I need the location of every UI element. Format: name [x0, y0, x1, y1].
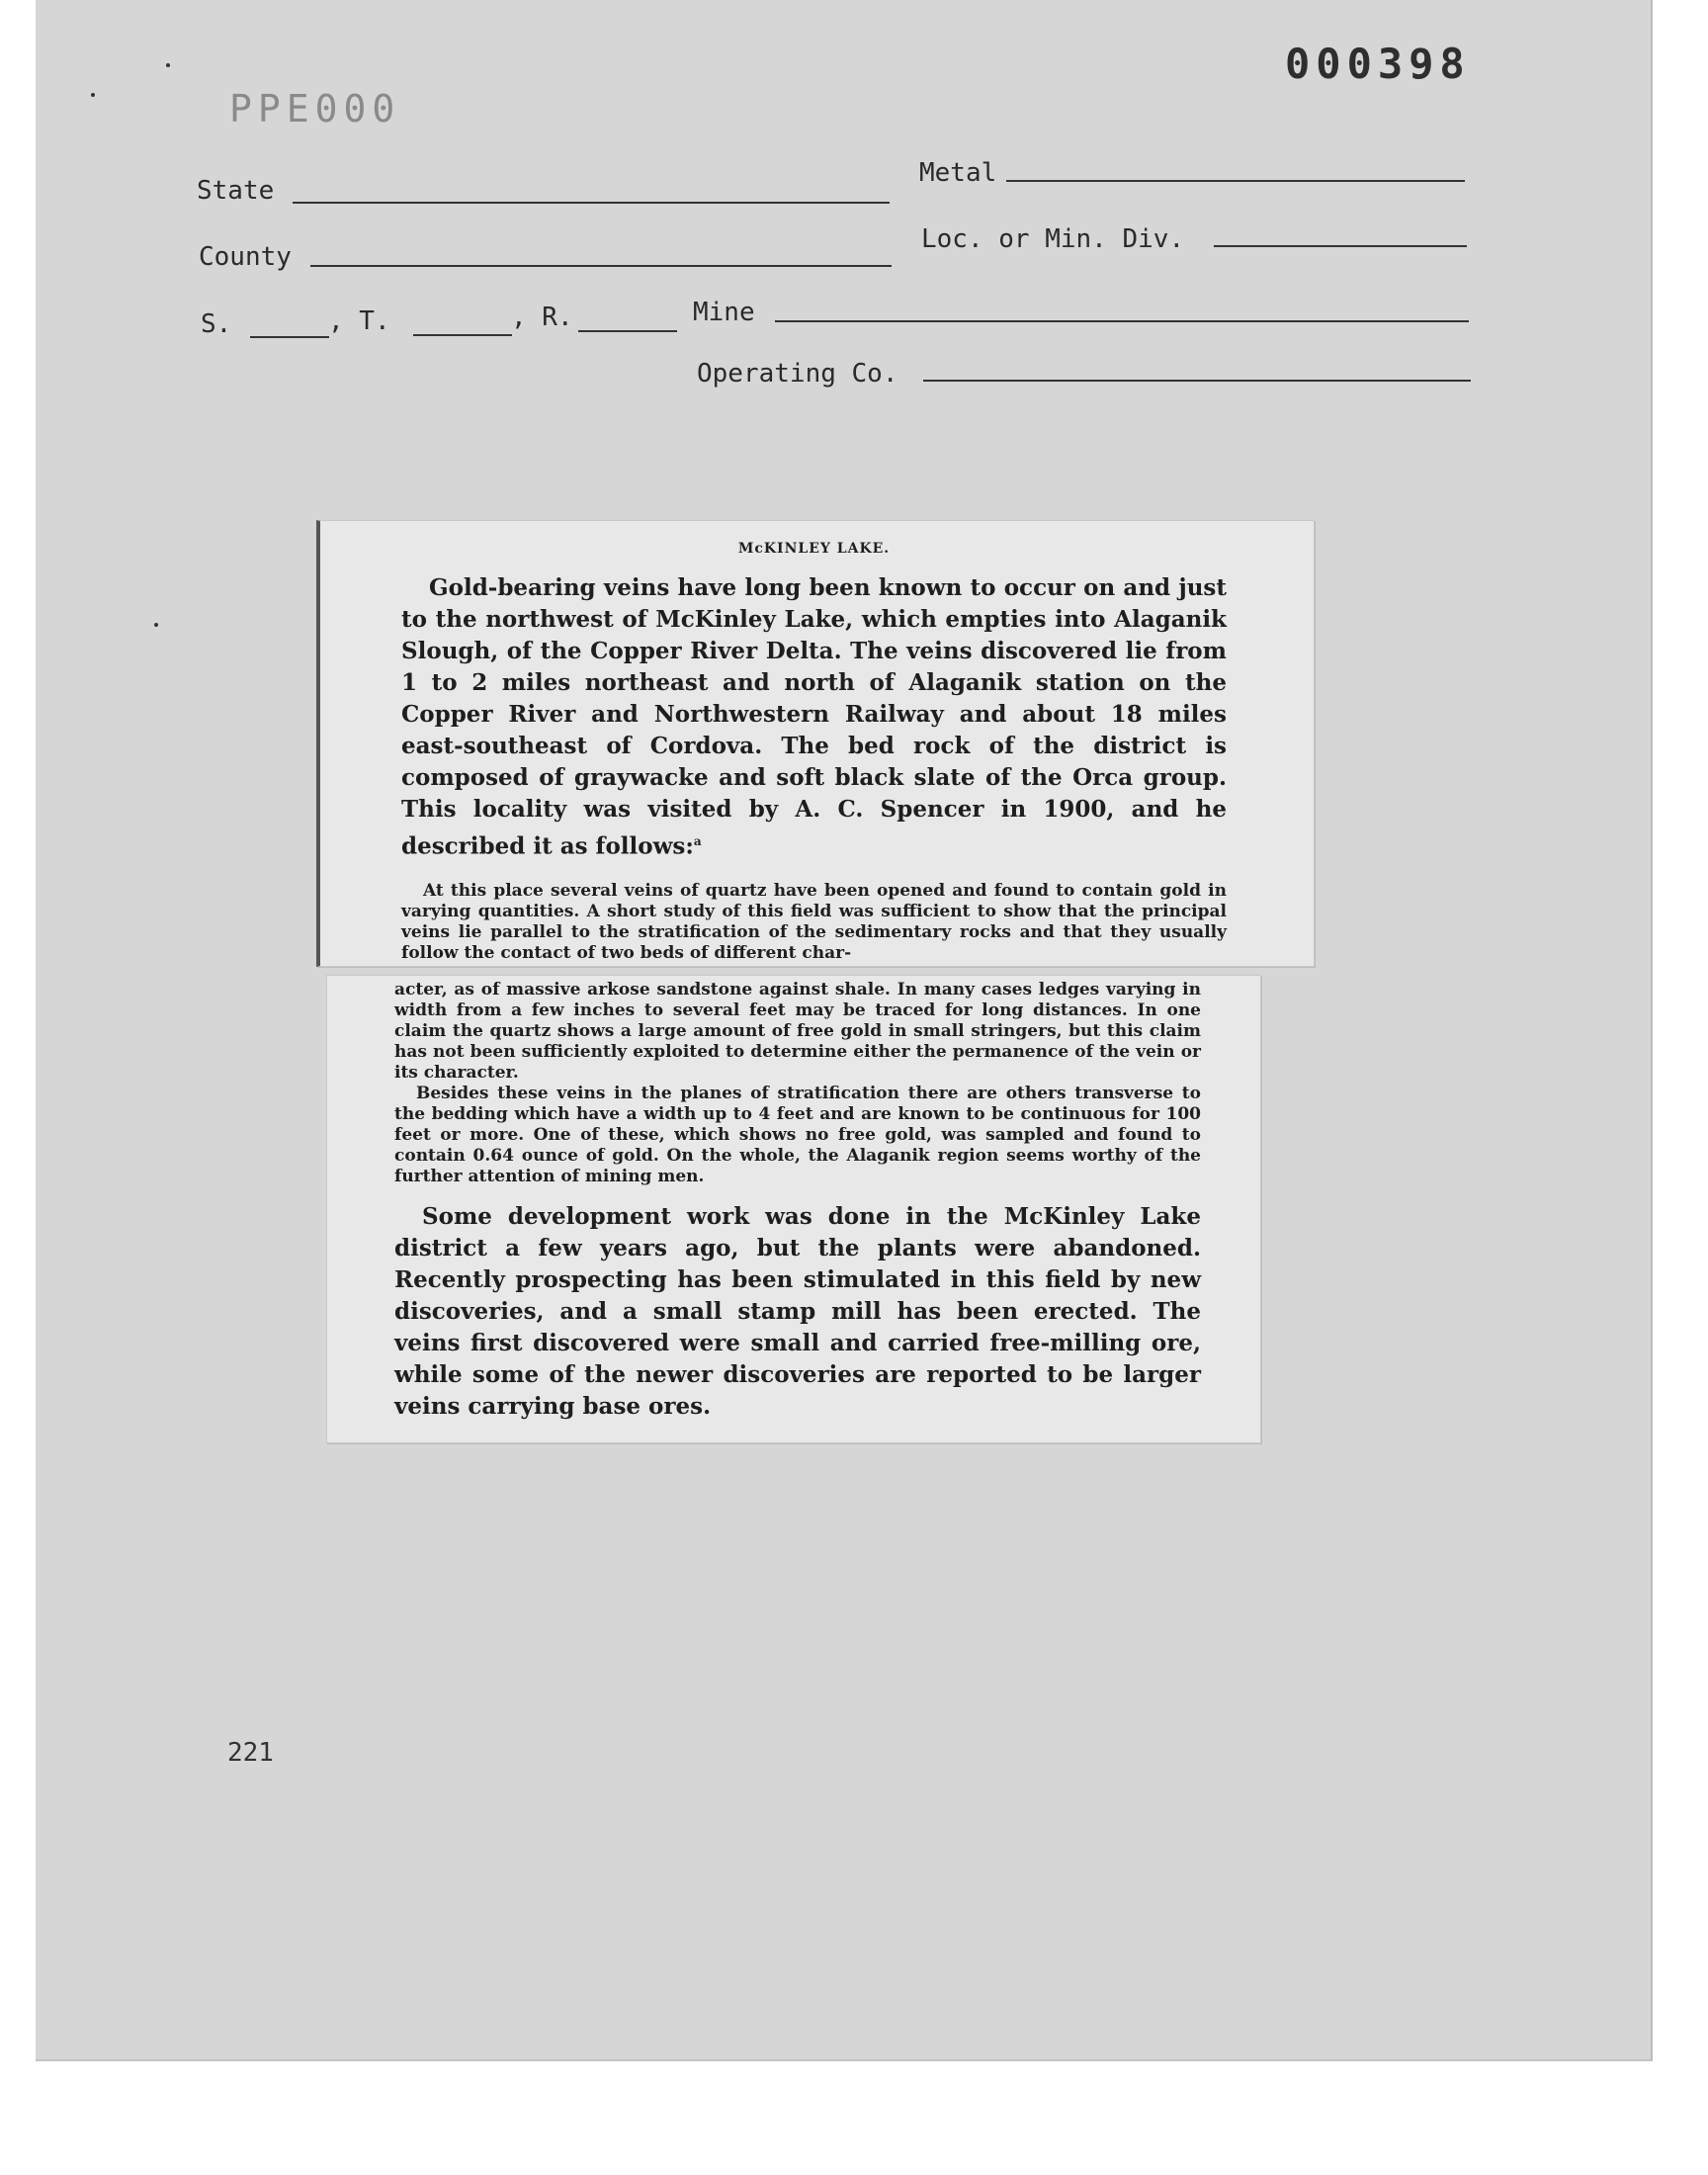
quote-paragraph-1-continued: acter, as of massive arkose sandstone against shale. In many cases ledges varying in width from a few inches to several feet may be traced for long distances. In one claim the quartz shows a large amount of free gold in small stringers, but this claim has not been sufficiently exploited to determine either the permanence of the vein or its character.	[394, 980, 1201, 1083]
section-field-line	[250, 336, 329, 338]
scan-speck	[166, 63, 170, 67]
scan-speck	[91, 93, 95, 97]
township-label: , T.	[328, 306, 390, 336]
development-paragraph: Some development work was done in the McKinley Lake district a few years ago, but the plants were abandoned. Recently prospecting has been stimulated in this field by new discoveries, and a small stamp mill has been erected. The veins first discovered were small and carried free-milling ore, while some of the newer discoveries are reported to be larger veins carrying base ores.	[394, 1203, 1201, 1420]
state-field-line	[293, 202, 890, 204]
clipping-part-1	[316, 520, 1315, 967]
quote-paragraph-1-start: At this place several veins of quartz have been opened and found to contain gold in varying quantities. A short study of this field was sufficient to show that the principal veins lie parallel to the stratification of the sedimentary rocks and that they usually follow the contact of two beds of different char-	[401, 880, 1227, 963]
intro-paragraph	[401, 572, 1227, 863]
scan-speck	[154, 623, 158, 627]
section-label: S.	[201, 309, 232, 339]
range-label: , R.	[511, 303, 573, 332]
operating-co-field-line	[923, 380, 1471, 382]
county-field-line	[310, 265, 892, 267]
mine-label: Mine	[693, 298, 755, 327]
faint-stamp-number: PPE000	[229, 87, 401, 130]
intro-paragraph-text: Gold-bearing veins have long been known to occur on and just to the northwest of McKinley Lake, which empties into Alaganik Slough, of the Copper River Delta. The veins discovered lie from 1 to 2 miles northeast and north of Alaganik station on the Copper River and Northwestern Railway and about 18 miles east-southeast of Cordova. The bed rock of the district is composed of graywacke and soft black slate of the Orca group. This locality was visited by A. C. Spencer in 1900, and he described it as follows:	[401, 574, 1227, 860]
county-label: County	[199, 242, 292, 272]
clipping-part-2	[326, 975, 1261, 1443]
page-number: 221	[227, 1738, 274, 1768]
operating-co-label: Operating Co.	[697, 359, 898, 389]
clipping-title: McKINLEY LAKE.	[737, 541, 891, 557]
footnote-mark: a	[693, 834, 702, 848]
document-number-stamp: 000398	[1285, 40, 1471, 88]
township-field-line	[413, 334, 512, 336]
range-field-line	[578, 330, 677, 332]
state-label: State	[197, 176, 275, 206]
quote-paragraph-2: Besides these veins in the planes of stratification there are others transverse to the bedding which have a width up to 4 feet and are known to be continuous for 100 feet or more. One of these, which shows no free gold, was sampled and found to contain 0.64 ounce of gold. On the whole, the Alaganik region seems worthy of the further attention of mining men.	[394, 1084, 1201, 1186]
loc-min-div-label: Loc. or Min. Div.	[921, 224, 1185, 254]
metal-field-line	[1006, 180, 1465, 182]
loc-min-div-field-line	[1214, 245, 1467, 247]
metal-label: Metal	[919, 158, 997, 188]
mine-field-line	[775, 320, 1469, 322]
